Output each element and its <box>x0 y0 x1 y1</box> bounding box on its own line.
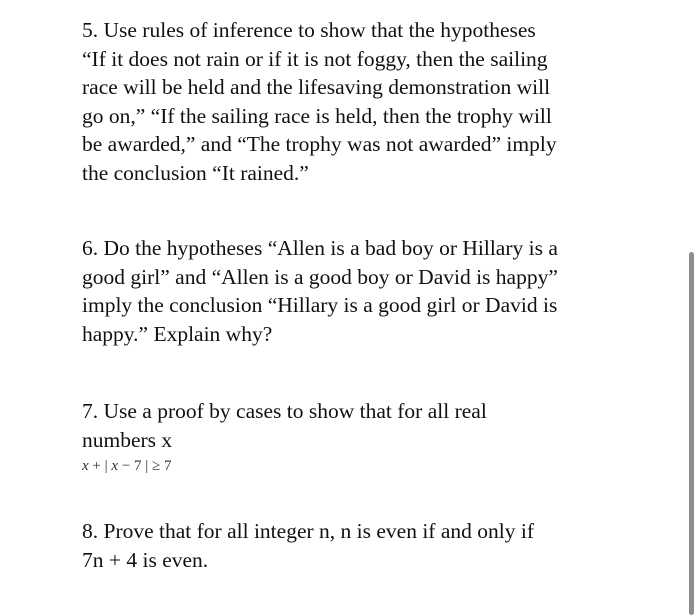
inequality-expression <box>82 456 642 476</box>
problem-5-line: the conclusion “It rained.” <box>82 160 309 185</box>
problem-8 <box>82 517 642 574</box>
problem-6-line: good girl” and “Allen is a good boy or David is happy” <box>82 264 558 289</box>
problem-6-line: 6. Do the hypotheses “Allen is a bad boy or Hillary is a <box>82 236 558 260</box>
problem-6-line: imply the conclusion “Hillary is a good girl or David is <box>82 293 558 317</box>
problem-6-line: happy.” Explain why? <box>82 321 273 346</box>
problem-5-line: 5. Use rules of inference to show that the hypotheses <box>82 18 536 42</box>
problem-8-line: 8. Prove that for all integer n, n is even if and only if <box>82 519 534 543</box>
math-variable: x <box>82 458 89 474</box>
problem-5-line: be awarded,” and “The trophy was not awarded” imply <box>82 132 557 156</box>
math-operator: − 7 | ≥ 7 <box>118 458 172 474</box>
scrollbar-thumb[interactable] <box>689 252 694 615</box>
problem-7-line: 7. Use a proof by cases to show that for all real <box>82 399 487 423</box>
problem-7-line: numbers x <box>82 427 173 452</box>
problem-5 <box>82 16 642 187</box>
problem-6 <box>82 234 642 348</box>
math-variable: x <box>111 458 119 474</box>
problem-8-line: 7n + 4 is even. <box>82 547 209 572</box>
problem-5-line: go on,” “If the sailing race is held, then the trophy will <box>82 103 552 128</box>
math-operator: + | <box>88 458 112 474</box>
problem-5-line: race will be held and the lifesaving demonstration will <box>82 75 551 99</box>
problem-7 <box>82 397 642 476</box>
problem-5-line: “If it does not rain or if it is not foggy, then the sailing <box>82 46 548 71</box>
